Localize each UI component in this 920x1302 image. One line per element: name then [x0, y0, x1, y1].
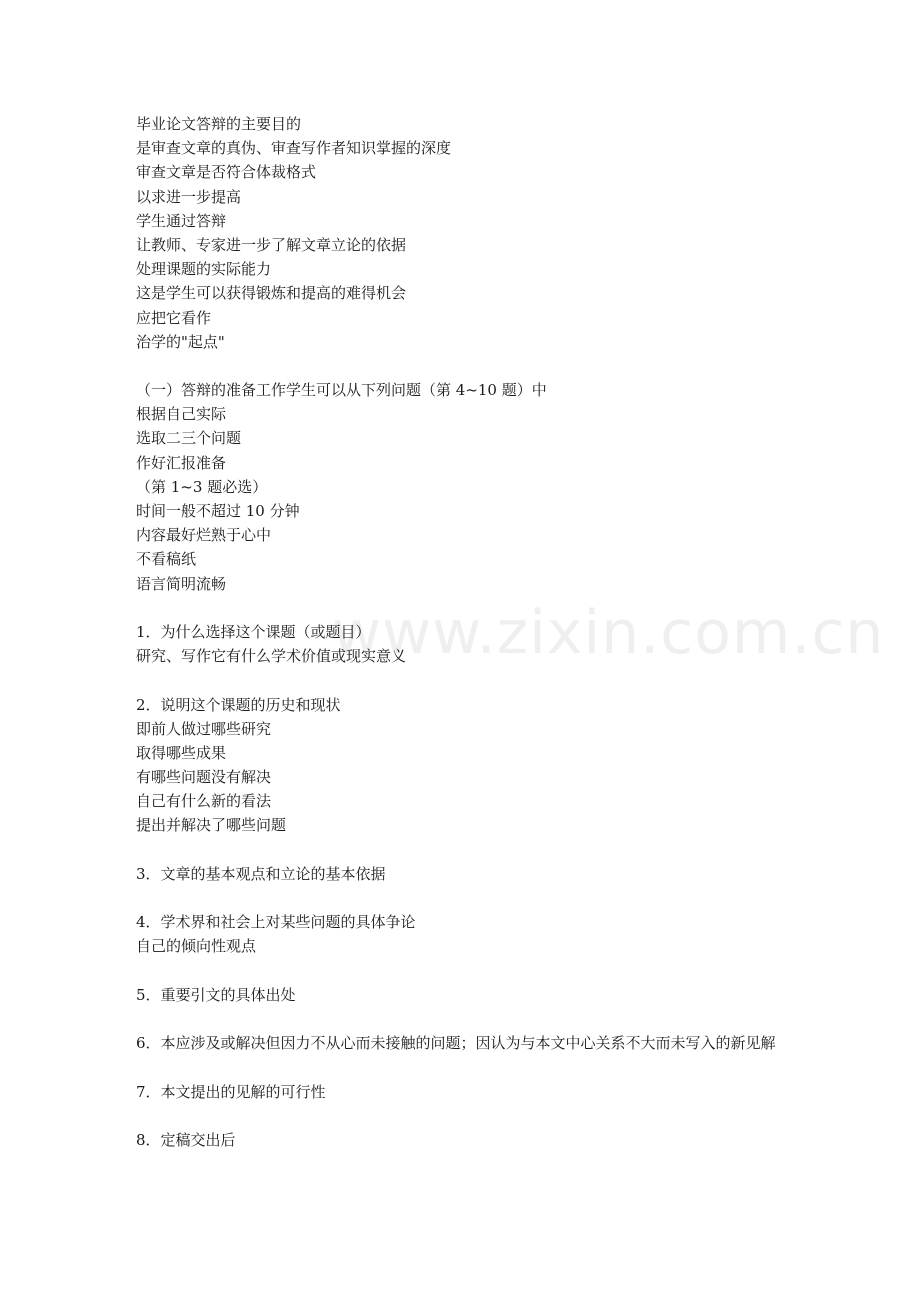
text-line: 即前人做过哪些研究	[136, 719, 272, 738]
question-7	[136, 1080, 796, 1104]
text-line: 是审查文章的真伪、审查写作者知识掌握的深度	[136, 139, 452, 158]
question-title: 5．重要引文的具体出处	[136, 985, 296, 1004]
text-line: 根据自己实际	[136, 405, 227, 424]
question-title: 1．为什么选择这个课题（或题目）	[136, 622, 371, 641]
text-line: 研究、写作它有什么学术价值或现实意义	[136, 647, 407, 666]
text-line: 时间一般不超过 10 分钟	[136, 502, 300, 520]
paragraph-gap	[136, 596, 796, 620]
section-heading: （一）答辩的准备工作学生可以从下列问题（第 4~10 题）中	[136, 381, 547, 400]
question-title: 2．说明这个课题的历史和现状	[136, 695, 341, 714]
paragraph-gap	[136, 354, 796, 378]
text-line: 审查文章是否符合体裁格式	[136, 163, 317, 182]
question-title: 4．学术界和社会上对某些问题的具体争论	[136, 913, 416, 932]
text-line: 有哪些问题没有解决	[136, 768, 272, 787]
question-title: 3．文章的基本观点和立论的基本依据	[136, 864, 386, 883]
paragraph-gap	[136, 1055, 796, 1079]
text-line: 自己的倾向性观点	[136, 937, 257, 956]
text-line: 让教师、专家进一步了解文章立论的依据	[136, 235, 407, 254]
text-line: 处理课题的实际能力	[136, 260, 272, 279]
question-3	[136, 862, 796, 886]
text-line: （第 1~3 题必选）	[136, 477, 268, 496]
paragraph-gap	[136, 668, 796, 692]
text-line: 自己有什么新的看法	[136, 792, 272, 811]
question-8	[136, 1128, 796, 1152]
question-5	[136, 983, 796, 1007]
question-2	[136, 693, 796, 838]
question-title: 8．定稿交出后	[136, 1130, 236, 1149]
text-line: 内容最好烂熟于心中	[136, 526, 272, 545]
question-4	[136, 910, 796, 958]
text-line: 作好汇报准备	[136, 453, 227, 472]
section-intro	[136, 112, 796, 354]
paragraph-gap	[136, 886, 796, 910]
question-6	[136, 1031, 796, 1055]
text-line: 这是学生可以获得锻炼和提高的难得机会	[136, 284, 407, 303]
watermark-text: www.zixin.com.cn	[332, 598, 885, 668]
text-line: 应把它看作	[136, 308, 212, 327]
paragraph-gap	[136, 1104, 796, 1128]
question-title: 7．本文提出的见解的可行性	[136, 1082, 326, 1101]
text-line: 选取二三个问题	[136, 429, 242, 448]
question-title: 6．本应涉及或解决但因力不从心而未接触的问题；因认为与本文中心关系不大而未写入的新见解	[136, 1034, 776, 1053]
paragraph-gap	[136, 1007, 796, 1031]
text-line: 语言简明流畅	[136, 574, 227, 593]
paragraph-gap	[136, 959, 796, 983]
text-line: 取得哪些成果	[136, 743, 227, 762]
paragraph-gap	[136, 838, 796, 862]
text-line: 提出并解决了哪些问题	[136, 816, 287, 835]
document-body	[136, 112, 796, 1152]
text-line: 学生通过答辩	[136, 211, 227, 230]
text-line: 毕业论文答辩的主要目的	[136, 115, 302, 133]
question-1	[136, 620, 796, 668]
text-line: 以求进一步提高	[136, 187, 242, 206]
text-line: 治学的"起点"	[136, 332, 225, 351]
section-preparation	[136, 378, 796, 596]
text-line: 不看稿纸	[136, 550, 197, 569]
